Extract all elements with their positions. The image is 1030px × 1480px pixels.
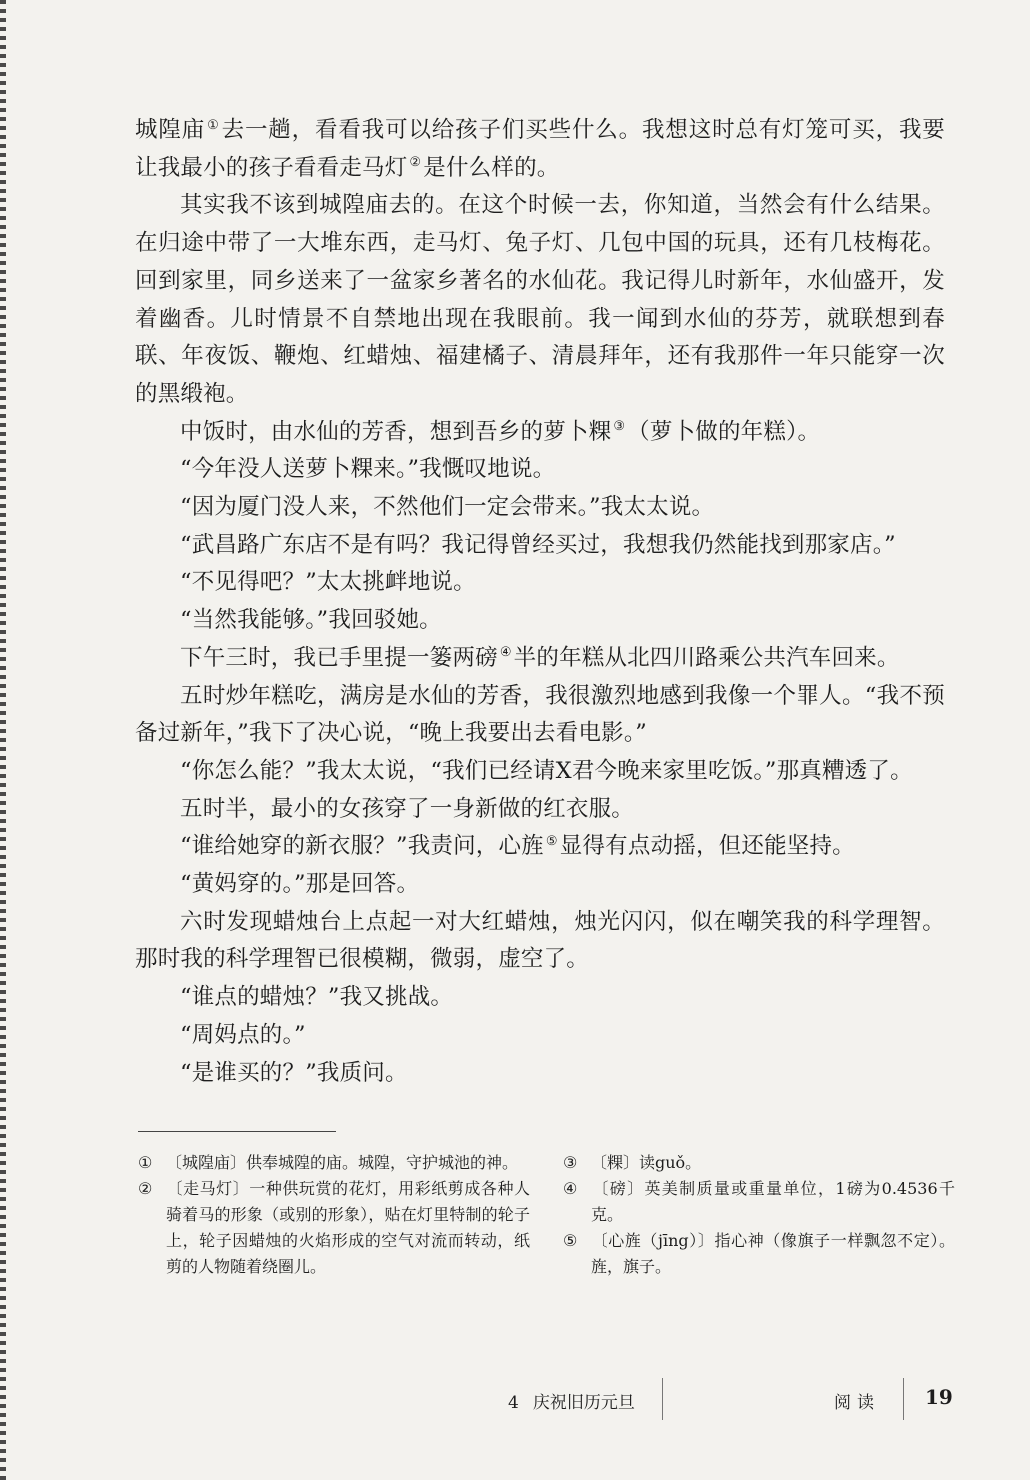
paragraph-8: “当然我能够。”我回驳她。 (180, 607, 442, 634)
chapter-number: 4 (508, 1393, 519, 1413)
text-run: 半的年糕从北四川路乘公共汽车回来。 (513, 644, 900, 671)
paragraph-15: 六时发现蜡烛台上点起一对大红蜡烛，烛光闪闪，似在嘲笑我的科学理智。那时我的科学理智已很模糊，微弱，虚空了。 (135, 908, 945, 973)
paragraph-9 (135, 640, 945, 678)
running-footer-chapter (508, 1388, 635, 1413)
footnote-ref-3: ③ (613, 419, 626, 435)
paragraph-4: “今年没人送萝卜粿来。”我慨叹地说。 (180, 456, 556, 483)
footnote-number: ③ (563, 1153, 578, 1172)
footnote-1 (138, 1150, 530, 1176)
section-label: 阅读 (834, 1393, 880, 1413)
footnote-divider (138, 1131, 336, 1132)
footnote-text: 〔走马灯〕一种供玩赏的花灯，用彩纸剪成各种人骑着马的形象（或别的形象），贴在灯里特制的轮子上，轮子因蜡烛的火焰形成的空气对流而转动，纸剪的人物随着绕圈儿。 (166, 1179, 530, 1276)
paragraph-13 (135, 828, 945, 866)
paragraph-10: 五时炒年糕吃，满房是水仙的芳香，我很激烈地感到我像一个罪人。“我不预备过新年，”我下了决心说，“晚上我要出去看电影。” (135, 682, 945, 747)
footnote-number: ⑤ (563, 1231, 578, 1250)
binding-edge (0, 0, 6, 1480)
footnote-4 (563, 1176, 955, 1228)
footnote-number: ④ (563, 1179, 578, 1198)
footnote-2 (138, 1176, 530, 1280)
text-run: （萝卜做的年糕）。 (627, 418, 821, 445)
article-body (135, 112, 945, 1092)
footnote-ref-5: ⑤ (545, 833, 558, 849)
footnote-text: 〔心旌（jīng）〕指心神（像旗子一样飘忽不定）。旌，旗子。 (591, 1231, 955, 1276)
paragraph-6: “武昌路广东店不是有吗？我记得曾经买过，我想我仍然能找到那家店。” (180, 531, 896, 558)
paragraph-11: “你怎么能？”我太太说，“我们已经请X君今晚来家里吃饭。”那真糟透了。 (180, 757, 913, 784)
paragraph-16: “谁点的蜡烛？”我又挑战。 (180, 984, 454, 1011)
footnote-text: 〔粿〕读guǒ。 (591, 1153, 702, 1172)
footnote-text: 〔磅〕英美制质量或重量单位，1磅为0.4536千克。 (591, 1179, 955, 1224)
footer-divider (903, 1378, 904, 1420)
page-number: 19 (925, 1385, 953, 1409)
chapter-title: 庆祝旧历元旦 (532, 1393, 635, 1413)
text-run: 城隍庙 (135, 117, 206, 143)
paragraph-7: “不见得吧？”太太挑衅地说。 (180, 569, 476, 596)
text-run: 显得有点动摇，但还能坚持。 (559, 833, 855, 860)
paragraph-18: “是谁买的？”我质问。 (180, 1059, 408, 1086)
footnotes-column-left (138, 1150, 530, 1280)
footnote-3 (563, 1150, 955, 1176)
text-run: “谁给她穿的新衣服？”我责问，心旌 (180, 833, 544, 860)
paragraph-1 (135, 112, 945, 187)
text-run: 去一趟，看看我可以给孩子们买些什么。我想这时总有灯笼可买，我要让我最小的孩子看看走马灯 (135, 117, 945, 181)
footnotes-column-right (563, 1150, 955, 1280)
paragraph-12: 五时半，最小的女孩穿了一身新做的红衣服。 (180, 795, 635, 822)
footnote-5 (563, 1228, 955, 1280)
text-run: 是什么样的。 (423, 154, 560, 181)
footnote-ref-4: ④ (499, 645, 512, 661)
paragraph-5: “因为厦门没人来，不然他们一定会带来。”我太太说。 (180, 494, 715, 521)
paragraph-17: “周妈点的。” (180, 1021, 306, 1048)
text-run: 中饭时，由水仙的芳香，想到吾乡的萝卜粿 (180, 418, 612, 445)
paragraph-14: “黄妈穿的。”那是回答。 (180, 871, 420, 898)
paragraph-2: 其实我不该到城隍庙去的。在这个时候一去，你知道，当然会有什么结果。在归途中带了一大堆东西，走马灯、兔子灯、几包中国的玩具，还有几枝梅花。回到家里，同乡送来了一盆家乡著名的水仙花。我记得儿时新年，水仙盛开，发着幽香。儿时情景不自禁地出现在我眼前。我一闻到水仙的芬芳，就联想到春联、年夜饭、鞭炮、红蜡烛、福建橘子、清晨拜年，还有我那件一年只能穿一次的黑缎袍。 (135, 192, 945, 407)
footnote-text: 〔城隍庙〕供奉城隍的庙。城隍，守护城池的神。 (166, 1153, 519, 1172)
footnote-ref-1: ① (207, 117, 220, 133)
footnote-number: ① (138, 1153, 153, 1172)
text-run: 下午三时，我已手里提一篓两磅 (180, 644, 498, 671)
footnote-ref-2: ② (409, 155, 422, 171)
paragraph-3 (135, 414, 945, 452)
footer-divider (662, 1378, 663, 1420)
footnote-number: ② (138, 1179, 153, 1198)
